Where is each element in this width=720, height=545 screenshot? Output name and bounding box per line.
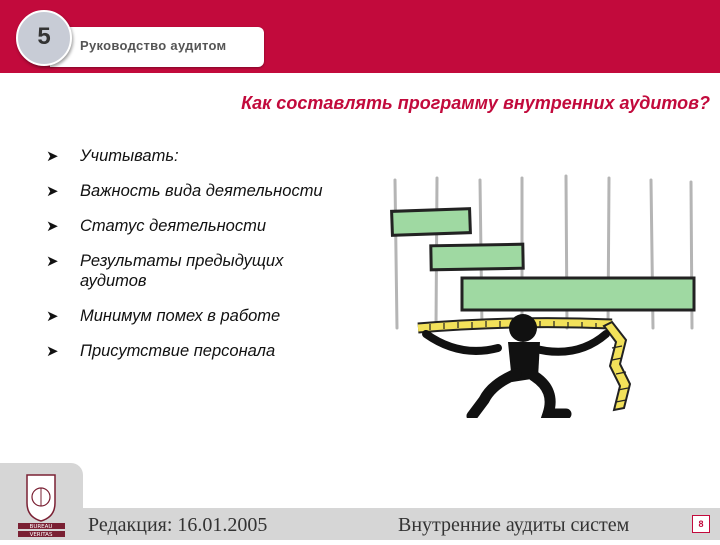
bullet-text: Результаты предыдущих аудитов — [80, 252, 284, 290]
arrow-bullet-icon: ➤ — [46, 183, 59, 200]
page-number: 8 — [692, 515, 710, 533]
company-logo-panel — [0, 463, 83, 540]
bullet-item — [46, 341, 346, 361]
section-label: Руководство аудитом — [80, 38, 227, 53]
section-number-badge — [16, 10, 72, 66]
logo-line-2: VERITAS — [29, 532, 53, 538]
bullet-list — [46, 146, 346, 376]
arrow-bullet-icon: ➤ — [46, 253, 59, 270]
logo-line-1: BUREAU — [29, 524, 53, 530]
slide-title: Как составлять программу внутренних аудитов? — [241, 93, 710, 113]
bureau-veritas-logo-icon — [0, 463, 83, 540]
bullet-item — [46, 216, 346, 236]
arrow-bullet-icon: ➤ — [46, 148, 59, 165]
footer-course-title: Внутренние аудиты систем — [398, 514, 630, 536]
bullet-item — [46, 251, 346, 291]
section-number: 5 — [37, 23, 51, 50]
bullet-text: Присутствие персонала — [80, 342, 276, 360]
section-tab — [50, 27, 264, 67]
bullet-text: Важность вида деятельности — [80, 182, 323, 200]
footer-edition: Редакция: 16.01.2005 — [88, 514, 268, 536]
person-lifting-schedule-bars-icon — [380, 168, 710, 418]
bullet-text: Статус деятельности — [80, 217, 267, 235]
bullet-text: Учитывать: — [80, 147, 179, 165]
bullet-text: Минимум помех в работе — [80, 307, 281, 325]
arrow-bullet-icon: ➤ — [46, 218, 59, 235]
bullet-item — [46, 306, 346, 326]
arrow-bullet-icon: ➤ — [46, 308, 59, 325]
bullet-item — [46, 146, 346, 166]
bullet-item — [46, 181, 346, 201]
arrow-bullet-icon: ➤ — [46, 343, 59, 360]
